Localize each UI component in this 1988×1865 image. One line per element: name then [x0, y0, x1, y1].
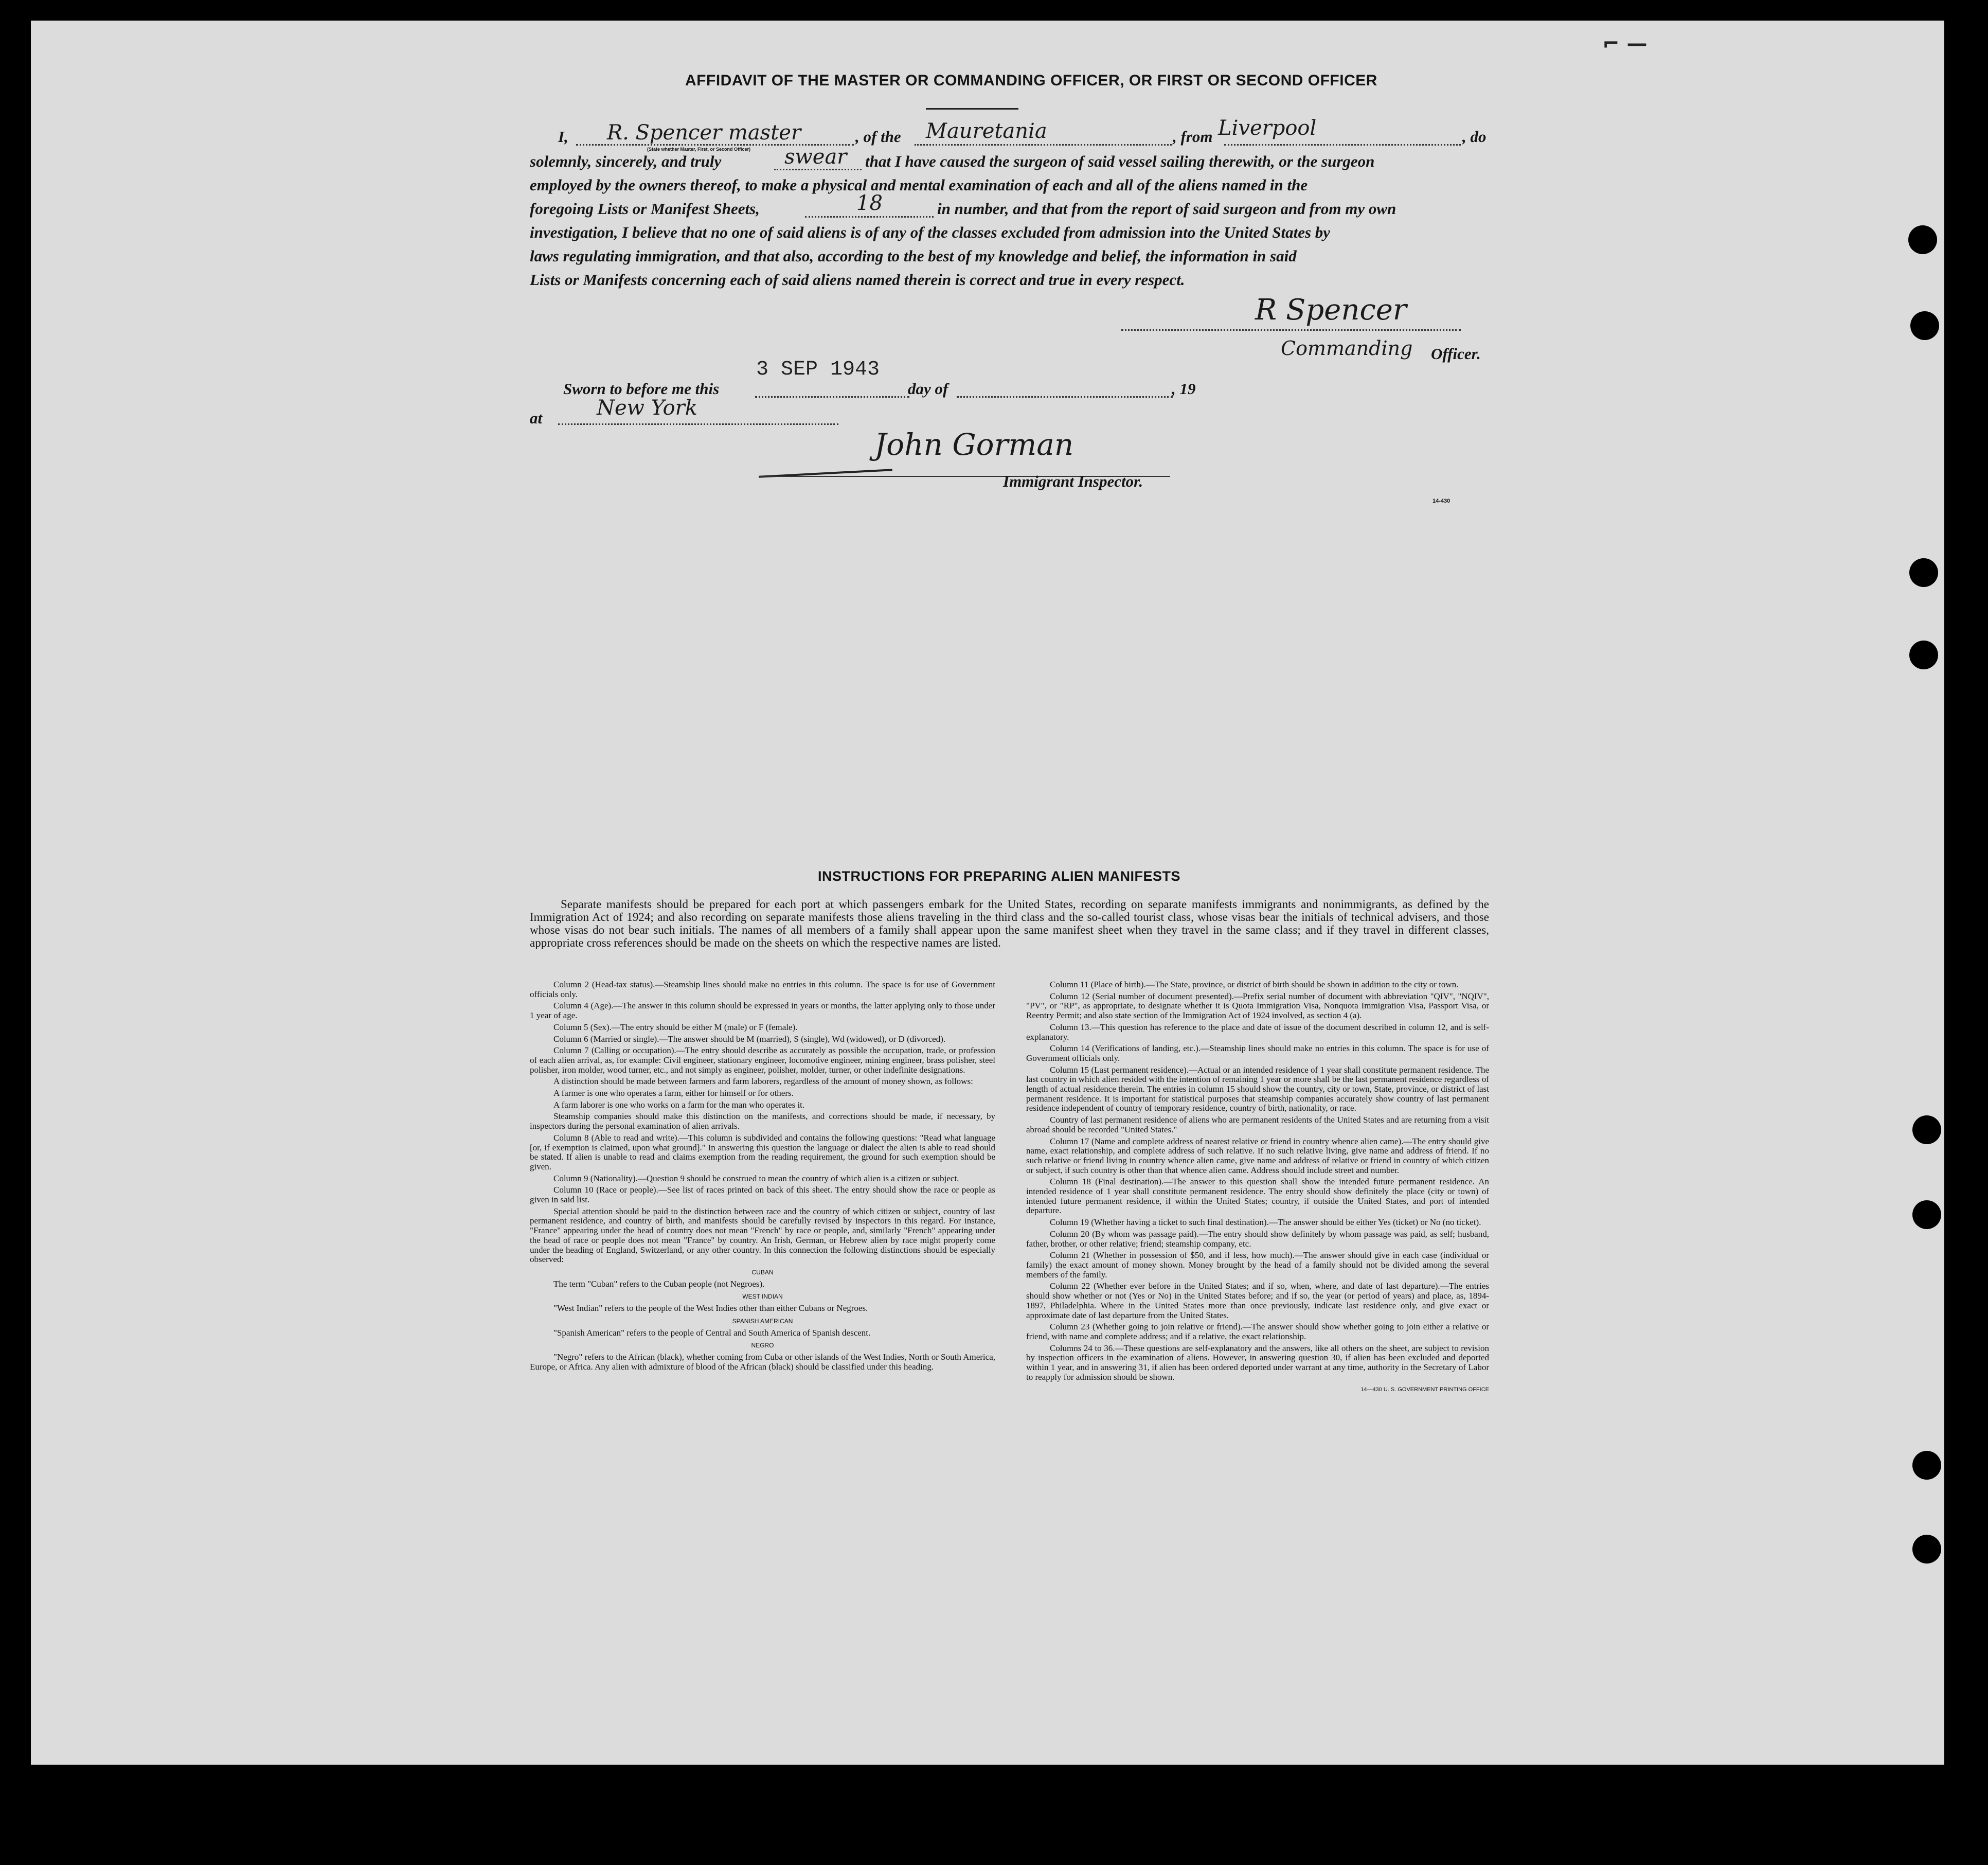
title-rule — [926, 108, 1018, 110]
line7: Lists or Manifests concerning each of said aliens named therein is correct and true in every respect. — [530, 271, 1185, 289]
left-para: Column 9 (Nationality).—Question 9 should be construed to mean the country of which alien is a citizen or subject. — [553, 1173, 959, 1183]
place-hand: New York — [597, 396, 697, 420]
port-line — [1224, 144, 1461, 146]
cuban-heading: CUBAN — [751, 1268, 774, 1276]
swear-hand: swear — [784, 145, 847, 169]
cuban-para: The term "Cuban" refers to the Cuban people (not Negroes). — [553, 1278, 765, 1289]
negro-para: "Negro" refers to the African (black), whether coming from Cuba or other islands of the West Indies, North or South America, Europe, or Africa. Any alien with admixture of blood of the African (black) should be classified under this heading. — [530, 1352, 995, 1372]
left-para: Column 2 (Head-tax status).—Steamship lines should make no entries in this column. The space is for use of Government officials only. — [530, 980, 995, 999]
instructions-title: INSTRUCTIONS FOR PREPARING ALIEN MANIFESTS — [818, 868, 1181, 884]
sworn-pre: Sworn to before me this — [563, 380, 720, 398]
line2-pre: solemnly, sincerely, and truly — [530, 152, 722, 170]
punch-hole — [1909, 641, 1938, 669]
right-para: Column 13.—This question has reference to the place and date of issue of the document described in column 12, and is self-explanatory. — [1026, 1022, 1489, 1042]
master-name-hand: R. Spencer master — [607, 121, 801, 145]
sworn-day-line — [755, 396, 909, 398]
line4-post: in number, and that from the report of said surgeon and from my own — [937, 200, 1396, 218]
master-signature: R Spencer — [1255, 293, 1407, 327]
line4-pre: foregoing Lists or Manifest Sheets, — [530, 200, 760, 218]
swear-line — [774, 169, 862, 170]
signature-line — [1121, 329, 1461, 331]
spanish-american-heading: SPANISH AMERICAN — [732, 1317, 793, 1325]
right-para: Columns 24 to 36.—These questions are self-explanatory and the answers, like all others on the sheet, are subject to revision by inspection officers in the examination of aliens. However, in answering question 30, if alien has been excluded and deported within 1 year, and in answering 31, if alien has been ordered deported under warrant at any time, authority in the Secretary of Labor to reapply for admission should be shown. — [1026, 1343, 1489, 1382]
right-para: Column 19 (Whether having a ticket to such final destination).—The answer should be either Yes (ticket) or No (no ticket). — [1050, 1217, 1481, 1228]
port-hand: Liverpool — [1218, 116, 1317, 140]
left-para: Column 7 (Calling or occupation).—The entry should describe as accurately as possible the occupation, trade, or profession of each alien arrival, as, for example: Civil engineer, stationary engineer, locomotive engineer, mining engineer, brass polisher, steel polisher, iron molder, wood turner, etc., and not simply as engineer, polisher, molder, turner, or other indefinite designations. — [530, 1045, 995, 1075]
left-para: A distinction should be made between farmers and farm laborers, regardless of the amount of money shown, as follows: — [553, 1076, 973, 1087]
negro-heading: NEGRO — [751, 1342, 774, 1349]
line6: laws regulating immigration, and that also, according to the best of my knowledge and belief, the information in said — [530, 247, 1297, 265]
corner-mark: ⌐ — — [1602, 32, 1647, 56]
left-para: Steamship companies should make this distinction on the manifests, and corrections should be made, if necessary, by inspectors during the personal examination of alien arrivals. — [530, 1111, 995, 1131]
from-label: , from — [1173, 128, 1213, 146]
right-para: Column 17 (Name and complete address of nearest relative or friend in country whence alien came).—The entry should give name, exact relationship, and complete address of such relative. If no such relative living, give name and address of friend. If no such relative or friend living in country whence alien came, give name and address of relative or friend in country of which citizen or subject, if such country is other than that whence alien came. Address should include street and number. — [1026, 1136, 1489, 1175]
west-indian-heading: WEST INDIAN — [742, 1293, 783, 1301]
affidavit-title: AFFIDAVIT OF THE MASTER OR COMMANDING OFFICER, OR FIRST OR SECOND OFFICER — [685, 72, 1377, 89]
right-para: Column 23 (Whether going to join relative or friend).—The answer should show whether going to join either a relative or friend, with name and complete address; and if a relative, the exact relationship. — [1026, 1322, 1489, 1341]
sworn-month-line — [957, 396, 1173, 398]
left-para: Column 10 (Race or people).—See list of races printed on back of this sheet. The entry should show the race or people as given in said list. — [530, 1185, 995, 1205]
right-para: Column 21 (Whether in possession of $50, and if less, how much).—The answer should give in each case (individual or family) the exact amount of money shown. Money brought by the head of a family should not be divided among the several members of the family. — [1026, 1250, 1489, 1280]
right-para: Column 15 (Last permanent residence).—Actual or an intended residence of 1 year shall constitute permanent residence. The last country in which alien resided with the intention of remaining 1 year or more shall be the last permanent residence regardless of length of actual residence therein. The entries in column 15 should show the country, city or town, State, province, or district of last permanent residence. It is important for statistical purposes that steamship companies accurately show country of last permanent residence independent of country of temporary residence, country of birth, nationality, or race. — [1026, 1064, 1489, 1113]
line2-post: that I have caused the surgeon of said vessel sailing therewith, or the surgeon — [865, 152, 1375, 170]
left-para: A farmer is one who operates a farm, either for himself or for others. — [553, 1088, 794, 1098]
left-para: Column 8 (Able to read and write).—This column is subdivided and contains the following questions: "Read what language [or, if exemption is claimed, upon what ground]." In answering this question the language or dialect the alien is able to read should be stated. If alien is unable to read and claims exemption from the reading requirement, the ground for such exemption should be given. — [530, 1132, 995, 1171]
officer-label: Officer. — [1431, 345, 1481, 363]
date-stamp: 3 SEP 1943 — [756, 358, 880, 381]
right-para: Column 11 (Place of birth).—The State, province, or district of birth should be shown in addition to the city or town. — [1050, 980, 1459, 989]
punch-hole — [1909, 558, 1938, 587]
right-para: Column 14 (Verifications of landing, etc.).—Steamship lines should make no entries in this column. The space is for use of Government officials only. — [1026, 1043, 1489, 1063]
vessel-hand: Mauretania — [926, 119, 1047, 143]
instructions-right-column — [1026, 980, 1489, 1397]
right-para: Country of last permanent residence of aliens who are permanent residents of the United States and are returning from a visit abroad should be recorded "United States." — [1026, 1115, 1489, 1134]
year-label: , 19 — [1172, 380, 1196, 398]
inspector-signature: John Gorman — [874, 427, 1074, 462]
punch-hole — [1912, 1451, 1941, 1480]
punch-hole — [1912, 1200, 1941, 1229]
punch-hole — [1912, 1115, 1941, 1144]
right-para: Column 20 (By whom was passage paid).—The entry should show definitely by whom passage was paid, as self; husband, father, brother, or other relative; friend; steamship company, etc. — [1026, 1229, 1489, 1249]
punch-hole — [1912, 1535, 1941, 1564]
officer-rank-hand: Commanding — [1281, 337, 1413, 360]
printing-office-footer: 14—430 U. S. GOVERNMENT PRINTING OFFICE — [1360, 1387, 1489, 1393]
of-the-label: , of the — [855, 128, 901, 146]
form-number: 14-430 — [1432, 498, 1450, 504]
punch-hole — [1908, 225, 1937, 254]
left-para: Column 4 (Age).—The answer in this column should be expressed in years or months, the latter applying only to those under 1 year of age. — [530, 1001, 995, 1021]
right-para: Column 22 (Whether ever before in the United States; and if so, when, where, and date of last departure).—The entries should show whether or not (Yes or No) in the United States before; and if so, the year (or period of years) and place, as, 1894-1897, Philadelphia. Where in the United States more than once previously, indicate last residence only, and give exact or approximate date of last departure from the United States. — [1026, 1281, 1489, 1320]
sheets-count-hand: 18 — [856, 191, 883, 215]
left-para: Column 6 (Married or single).—The answer should be M (married), S (single), Wd (widowed), or D (divorced). — [553, 1034, 946, 1044]
west-indian-para: "West Indian" refers to the people of the West Indies other than either Cubans or Negroes. — [553, 1303, 868, 1313]
instructions-left-column — [530, 980, 995, 1374]
at-label: at — [530, 409, 543, 427]
punch-hole — [1910, 311, 1939, 340]
at-line — [558, 423, 838, 425]
line5: investigation, I believe that no one of said aliens is of any of the classes excluded from admission into the United States by — [530, 223, 1331, 241]
right-para: Column 12 (Serial number of document presented).—Prefix serial number of document with abbreviation "QIV", "NQIV", "PV", or "RP", as appropriate, to designate whether it is Quota Immigration Visa, Nonquota Immigration Visa, Passport Visa, or Reentry Permit; and also state section of the Immigration Act of 1924 involved, as section 4 (a). — [1026, 991, 1489, 1021]
officer-note: (State whether Master, First, or Second Officer) — [647, 147, 751, 152]
right-para: Column 18 (Final destination).—The answer to this question shall show the intended future permanent residence. An intended residence of 1 year shall constitute permanent residence. The entry should show definitely the place (city or town) of intended future permanent residence, if within the United States; country, if outside the United States, and port of intended departure. — [1026, 1177, 1489, 1216]
inspector-label: Immigrant Inspector. — [1003, 472, 1143, 490]
left-para: Special attention should be paid to the distinction between race and the country of which citizen or subject, country of last permanent residence, and country of birth, and manifests should be carefully revised by inspectors in this regard. For instance, "France" appearing under the head of country does not mean "French" by race or people, and, similarly "French" appearing under the head of race or people does not mean "France" by country. An Irish, German, or Hebrew alien by race might properly come under the heading of England, Switzerland, or any other country. In this connection the following distinctions should be especially observed: — [530, 1206, 995, 1265]
vessel-line — [915, 144, 1172, 146]
day-of-label: day of — [908, 380, 948, 398]
instructions-intro: Separate manifests should be prepared for each port at which passengers embark for the United States, recording on separate manifests immigrants and nonimmigrants, as defined by the Immigration Act of 1924; and also recording on separate manifests those aliens traveling in the third class and the so-called tourist class, whose visas bear the initials of technical advisers, and those whose visas do not bear such initials. The names of all members of a family shall appear upon the same manifest sheet when they travel in the same class; and if they travel in different classes, appropriate cross references should be made on the sheets on which the respective names are listed. — [530, 898, 1489, 949]
line3: employed by the owners thereof, to make a physical and mental examination of each and all of the aliens named in the — [530, 176, 1308, 194]
left-para: A farm laborer is one who works on a farm for the man who operates it. — [553, 1099, 805, 1110]
left-para: Column 5 (Sex).—The entry should be either M (male) or F (female). — [553, 1022, 798, 1032]
affidavit-prefix: I, — [558, 128, 568, 146]
sheets-count-line — [805, 216, 934, 218]
do-label: , do — [1462, 128, 1486, 146]
spanish-american-para: "Spanish American" refers to the people of Central and South America of Spanish descent. — [553, 1327, 871, 1338]
